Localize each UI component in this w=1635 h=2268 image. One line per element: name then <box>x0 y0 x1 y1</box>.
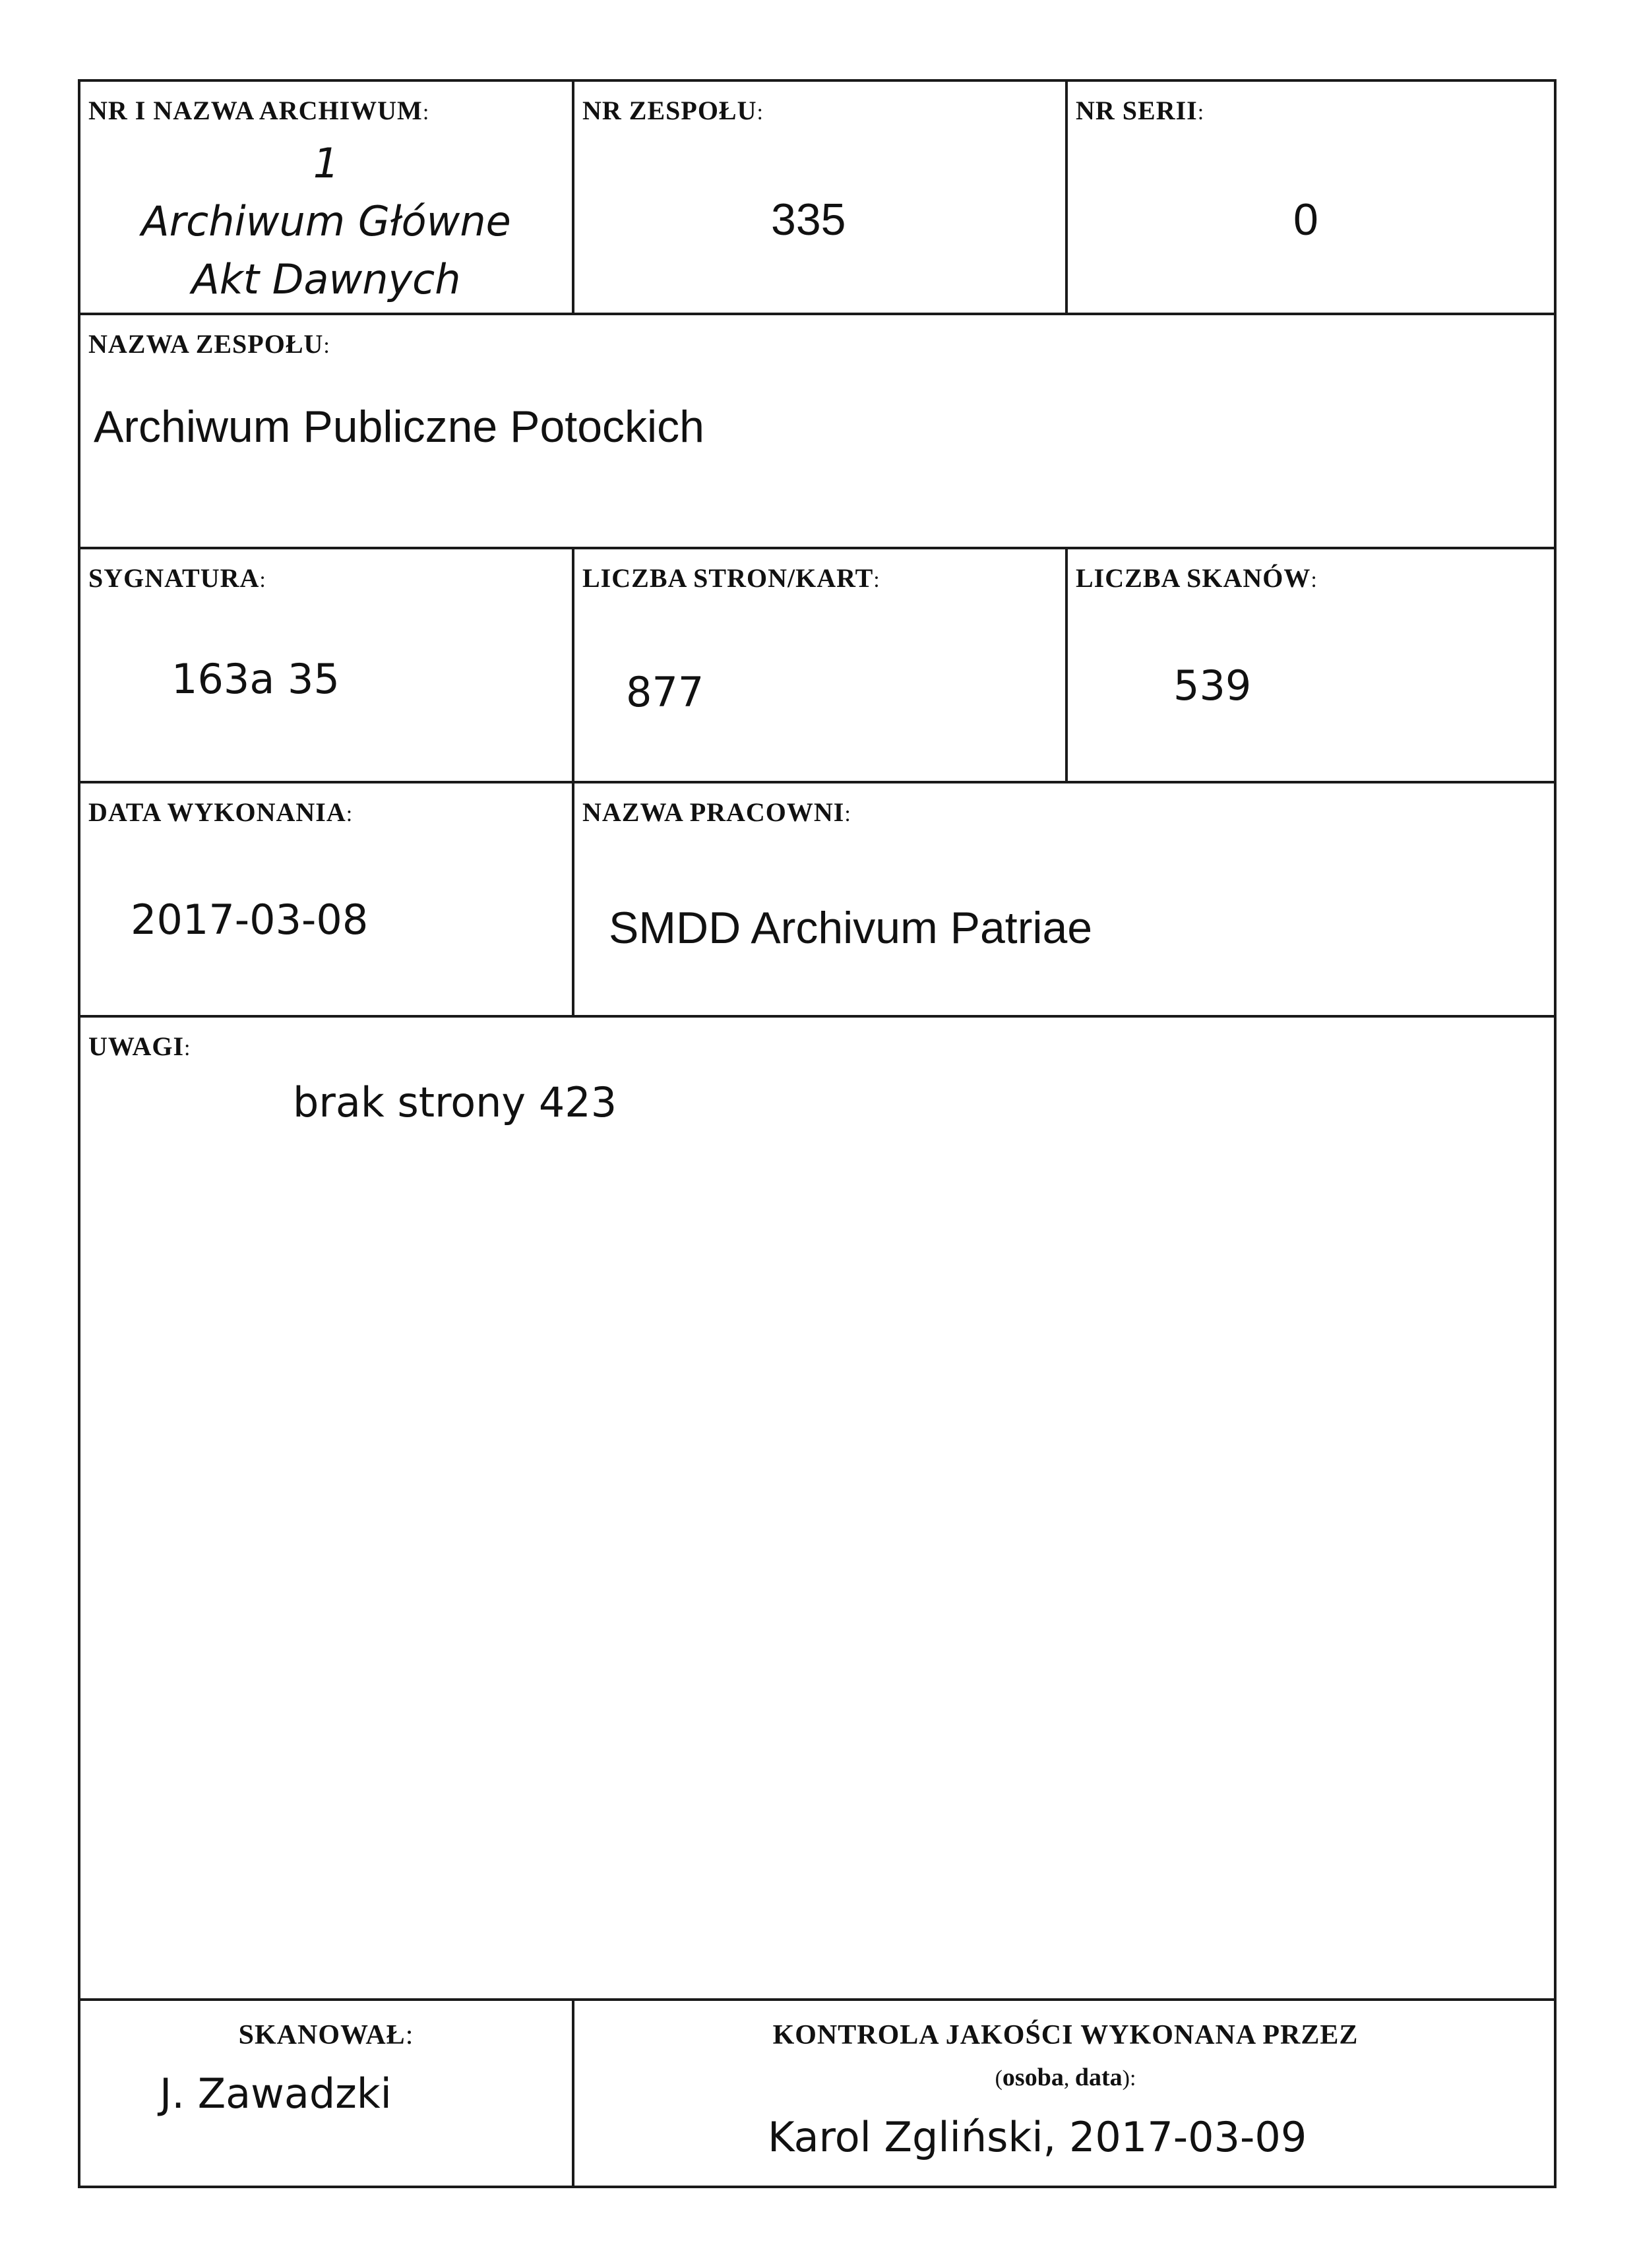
signature-label: SYGNATURA: <box>88 563 266 593</box>
archive-name-block <box>80 135 572 309</box>
page-count-label: LICZBA STRON/KART: <box>582 563 880 593</box>
cell-scanned-by <box>80 2001 574 2188</box>
archive-label: NR I NAZWA ARCHIWUM: <box>88 96 430 125</box>
execution-date-value: 2017-03-08 <box>131 896 369 944</box>
cell-quality-control <box>574 2001 1557 2188</box>
fonds-name-value: Archiwum Publiczne Potockich <box>94 402 704 452</box>
cell-workshop-name <box>574 783 1557 1015</box>
archive-name-line1: Archiwum Główne <box>141 197 511 245</box>
fonds-name-label: NAZWA ZESPOŁU: <box>88 329 330 359</box>
series-number-value: 0 <box>1293 195 1318 245</box>
notes-label: UWAGI: <box>88 1031 191 1061</box>
row-fonds-name <box>80 315 1554 549</box>
signature-value: 163a 35 <box>171 655 340 703</box>
cell-notes <box>80 1018 1554 1998</box>
row-notes <box>80 1018 1554 2001</box>
quality-control-sublabel: (osoba, data): <box>995 2064 1136 2091</box>
execution-date-label: DATA WYKONANIA: <box>88 797 354 827</box>
scanned-by-value: J. Zawadzki <box>160 2069 392 2118</box>
workshop-name-label: NAZWA PRACOWNI: <box>582 797 851 827</box>
quality-control-value: Karol Zgliński, 2017-03-09 <box>768 2113 1307 2161</box>
scan-count-value: 539 <box>1173 661 1252 710</box>
quality-control-sublabel-person: osoba <box>1002 2064 1064 2091</box>
cell-execution-date <box>80 783 574 1015</box>
series-number-label: NR SERII: <box>1076 96 1205 125</box>
quality-control-label: KONTROLA JAKOŚCI WYKONANA PRZEZ <box>772 2020 1359 2050</box>
scanned-by-label: SKANOWAŁ: <box>238 2020 414 2050</box>
cell-signature <box>80 549 574 781</box>
cell-archive <box>80 82 574 313</box>
row-signoff <box>80 2001 1554 2188</box>
cell-page-count <box>574 549 1068 781</box>
archive-number: 1 <box>313 139 340 187</box>
cell-series-number <box>1068 82 1557 313</box>
archive-metadata-form <box>78 79 1557 2188</box>
fonds-number-label: NR ZESPOŁU: <box>582 96 764 125</box>
archive-name-line2: Akt Dawnych <box>191 255 461 303</box>
workshop-name-value: SMDD Archivum Patriae <box>609 903 1093 953</box>
notes-value: brak strony 423 <box>293 1078 617 1126</box>
quality-control-sublabel-date: data <box>1074 2064 1123 2091</box>
cell-fonds-number <box>574 82 1068 313</box>
fonds-number-value: 335 <box>771 195 846 245</box>
scan-count-label: LICZBA SKANÓW: <box>1076 563 1318 593</box>
row-date-workshop <box>80 783 1554 1018</box>
page-count-value: 877 <box>626 668 704 716</box>
cell-fonds-name <box>80 315 1554 547</box>
cell-scan-count <box>1068 549 1557 781</box>
row-archive-info <box>80 82 1554 315</box>
row-counts <box>80 549 1554 783</box>
